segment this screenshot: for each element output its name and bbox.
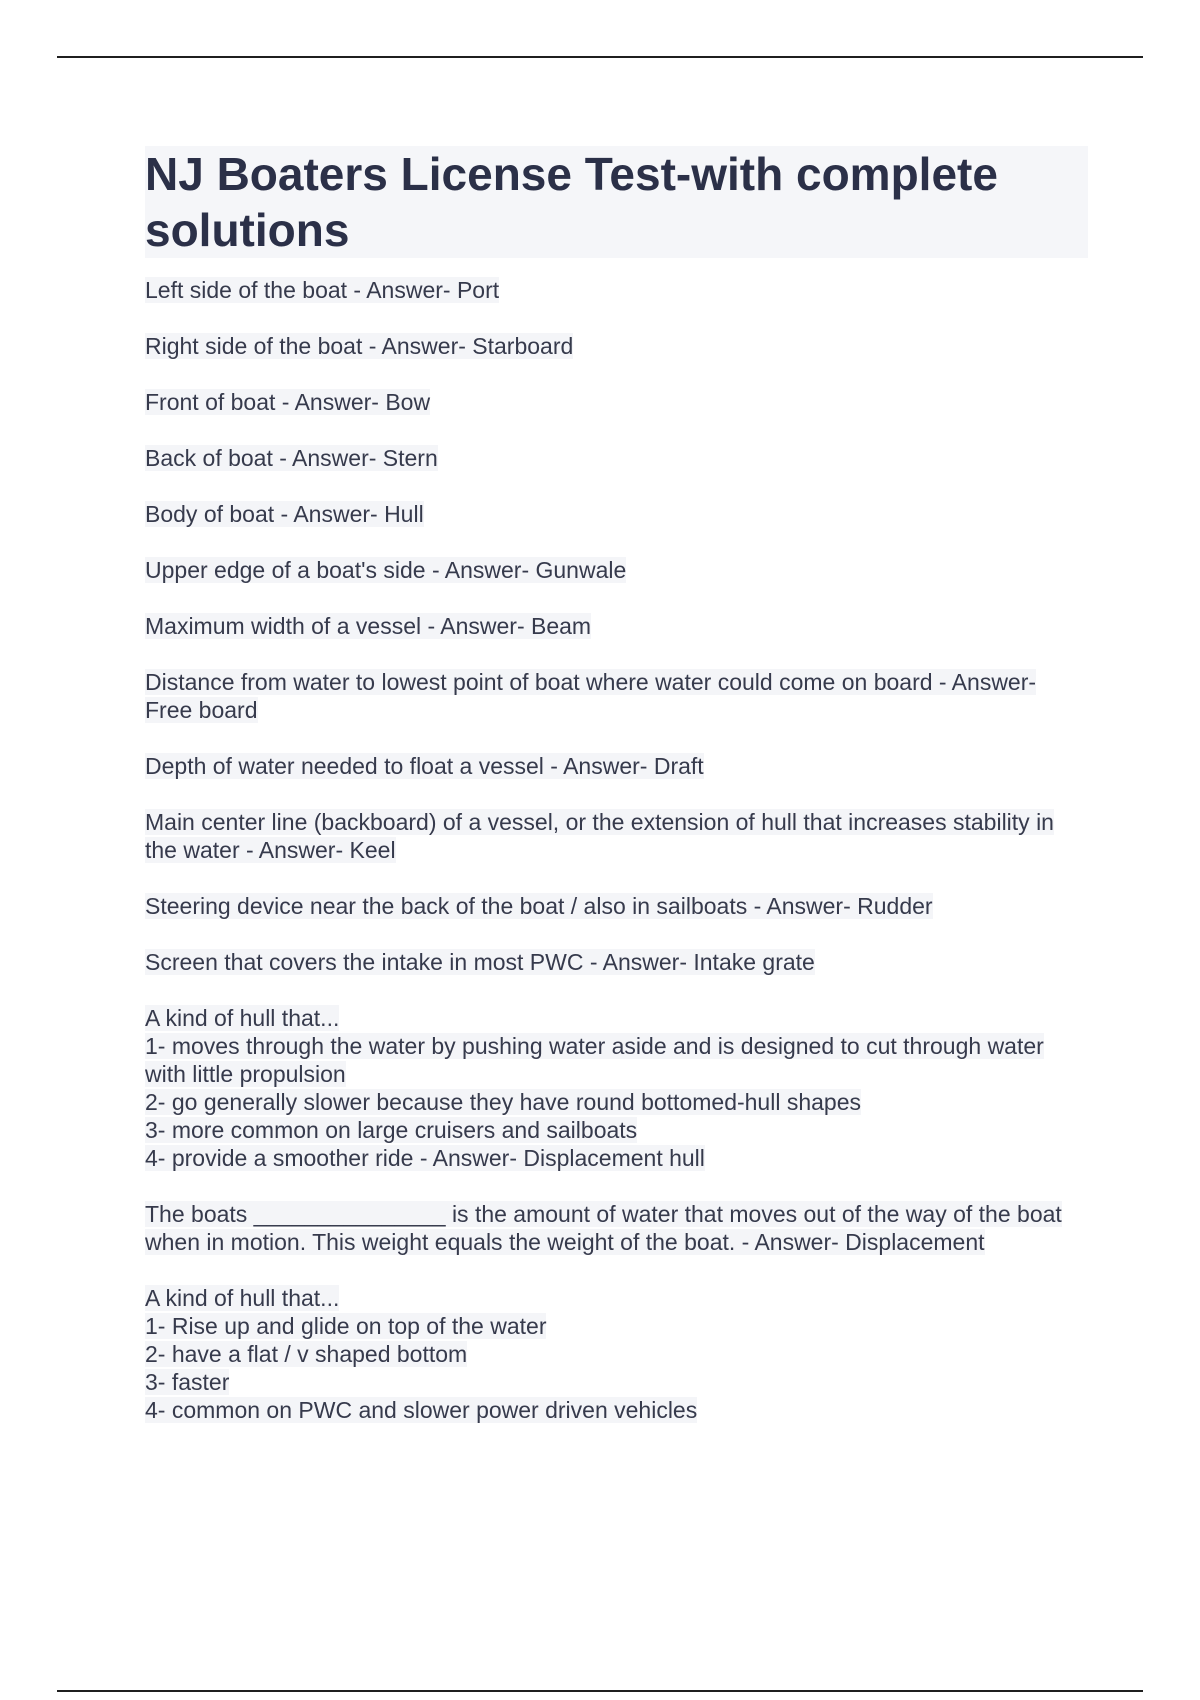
qa-text: A kind of hull that... 1- moves through the water by pushing water aside and is designed to cut through water with little propulsion 2- go generally slower because they have round bottomed-hull shapes 3- more common on large cruisers and sailboats 4- provide a smoother ride - Answer- Displacement hull bbox=[145, 1005, 1044, 1171]
qa-text: Front of boat - Answer- Bow bbox=[145, 389, 431, 415]
qa-item-displacement bbox=[145, 1200, 1088, 1256]
page-title: NJ Boaters License Test-with complete solutions bbox=[145, 146, 1088, 258]
qa-item-free-board bbox=[145, 668, 1088, 724]
qa-item-draft bbox=[145, 752, 1088, 780]
qa-item-keel bbox=[145, 808, 1088, 864]
qa-text: Left side of the boat - Answer- Port bbox=[145, 277, 500, 303]
qa-item-planing-hull bbox=[145, 1284, 1088, 1424]
qa-text: Maximum width of a vessel - Answer- Beam bbox=[145, 613, 592, 639]
document-body bbox=[145, 146, 1088, 1452]
qa-item-displacement-hull bbox=[145, 1004, 1088, 1172]
qa-text: Body of boat - Answer- Hull bbox=[145, 501, 424, 527]
header-rule bbox=[57, 56, 1143, 58]
qa-item-intake-grate bbox=[145, 948, 1088, 976]
qa-item-gunwale bbox=[145, 556, 1088, 584]
qa-text: Steering device near the back of the boat / also in sailboats - Answer- Rudder bbox=[145, 893, 933, 919]
footer-rule bbox=[57, 1690, 1143, 1692]
qa-text: Main center line (backboard) of a vessel, or the extension of hull that increases stability in the water - Answer- Keel bbox=[145, 809, 1054, 863]
qa-item-rudder bbox=[145, 892, 1088, 920]
qa-item-port bbox=[145, 276, 1088, 304]
qa-list bbox=[145, 276, 1088, 1424]
qa-text: Screen that covers the intake in most PWC - Answer- Intake grate bbox=[145, 949, 815, 975]
qa-item-starboard bbox=[145, 332, 1088, 360]
qa-text: A kind of hull that... 1- Rise up and glide on top of the water 2- have a flat / v shaped bottom 3- faster 4- common on PWC and slower power driven vehicles bbox=[145, 1285, 698, 1423]
qa-text: The boats _______________ is the amount of water that moves out of the way of the boat when in motion. This weight equals the weight of the boat. - Answer- Displacement bbox=[145, 1201, 1062, 1255]
qa-text: Right side of the boat - Answer- Starboard bbox=[145, 333, 574, 359]
qa-item-stern bbox=[145, 444, 1088, 472]
qa-text: Depth of water needed to float a vessel - Answer- Draft bbox=[145, 753, 704, 779]
qa-item-beam bbox=[145, 612, 1088, 640]
qa-text: Distance from water to lowest point of boat where water could come on board - Answer- Free board bbox=[145, 669, 1037, 723]
qa-text: Upper edge of a boat's side - Answer- Gunwale bbox=[145, 557, 627, 583]
qa-item-bow bbox=[145, 388, 1088, 416]
qa-text: Back of boat - Answer- Stern bbox=[145, 445, 438, 471]
qa-item-hull bbox=[145, 500, 1088, 528]
